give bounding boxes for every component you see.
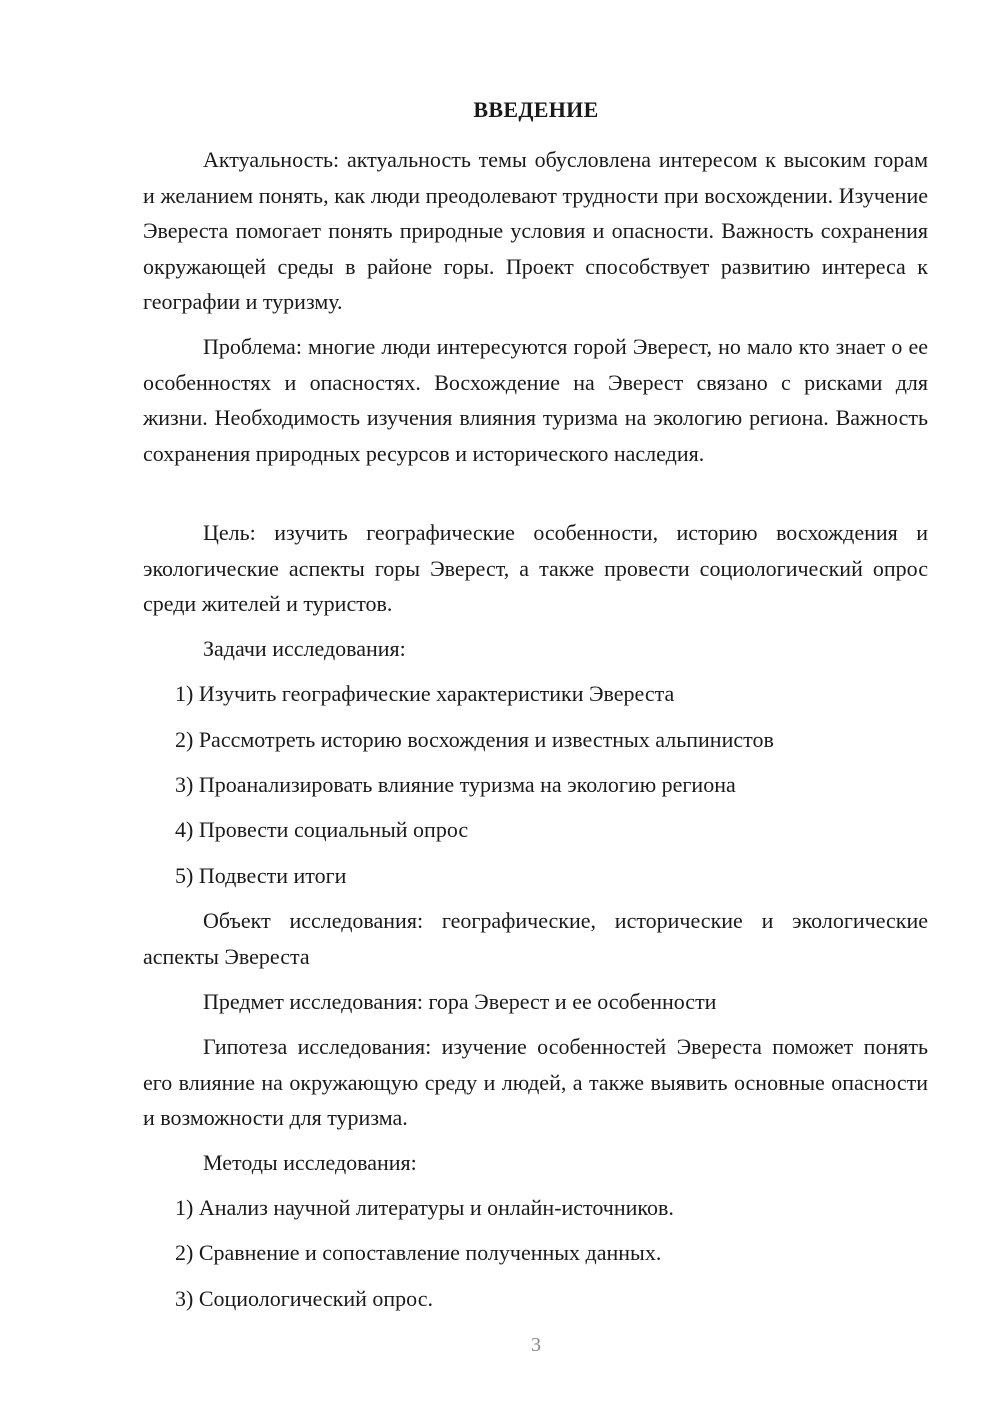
object-paragraph-block	[143, 903, 928, 974]
page-title: ВВЕДЕНИЕ	[473, 97, 599, 122]
page-number: 3	[531, 1334, 541, 1356]
method-item: 1) Анализ научной литературы и онлайн-источников.	[175, 1195, 674, 1220]
relevance-paragraph: Актуальность: актуальность темы обусловлена интересом к высоким горам и желанием понять, как люди преодолевают трудности при восхождении. Изучение Эвереста помогает понять природные условия и опасности. Важность сохранения окружающей среды в районе горы. Проект способствует развитию интереса к географии и туризму.	[143, 147, 928, 314]
method-item: 3) Социологический опрос.	[175, 1286, 433, 1311]
task-item: 5) Подвести итоги	[175, 863, 347, 888]
task-item: 2) Рассмотреть историю восхождения и известных альпинистов	[175, 727, 774, 752]
method-item: 2) Сравнение и сопоставление полученных данных.	[175, 1240, 662, 1265]
relevance-paragraph-block	[143, 142, 928, 320]
task-item: 1) Изучить географические характеристики Эвереста	[175, 681, 675, 706]
task-item: 3) Проанализировать влияние туризма на экологию региона	[175, 772, 736, 797]
problem-paragraph-block	[143, 329, 928, 471]
task-item: 4) Провести социальный опрос	[175, 817, 469, 842]
tasks-heading: Задачи исследования:	[203, 636, 406, 661]
object-paragraph: Объект исследования: географические, исторические и экологические аспекты Эвереста	[143, 908, 928, 969]
hypothesis-paragraph-block	[143, 1029, 928, 1136]
hypothesis-paragraph: Гипотеза исследования: изучение особенностей Эвереста поможет понять его влияние на окружающую среду и людей, а также выявить основные опасности и возможности для туризма.	[143, 1034, 928, 1130]
goal-paragraph: Цель: изучить географические особенности, историю восхождения и экологические аспекты горы Эверест, а также провести социологический опрос среди жителей и туристов.	[143, 520, 928, 616]
methods-heading: Методы исследования:	[203, 1150, 417, 1175]
problem-paragraph: Проблема: многие люди интересуются горой Эверест, но мало кто знает о ее особенностях и опасностях. Восхождение на Эверест связано с рисками для жизни. Необходимость изучения влияния туризма на экологию региона. Важность сохранения природных ресурсов и исторического наследия.	[143, 334, 928, 466]
subject-paragraph-block	[143, 984, 928, 1020]
subject-paragraph: Предмет исследования: гора Эверест и ее особенности	[203, 989, 717, 1014]
goal-paragraph-block	[143, 515, 928, 622]
